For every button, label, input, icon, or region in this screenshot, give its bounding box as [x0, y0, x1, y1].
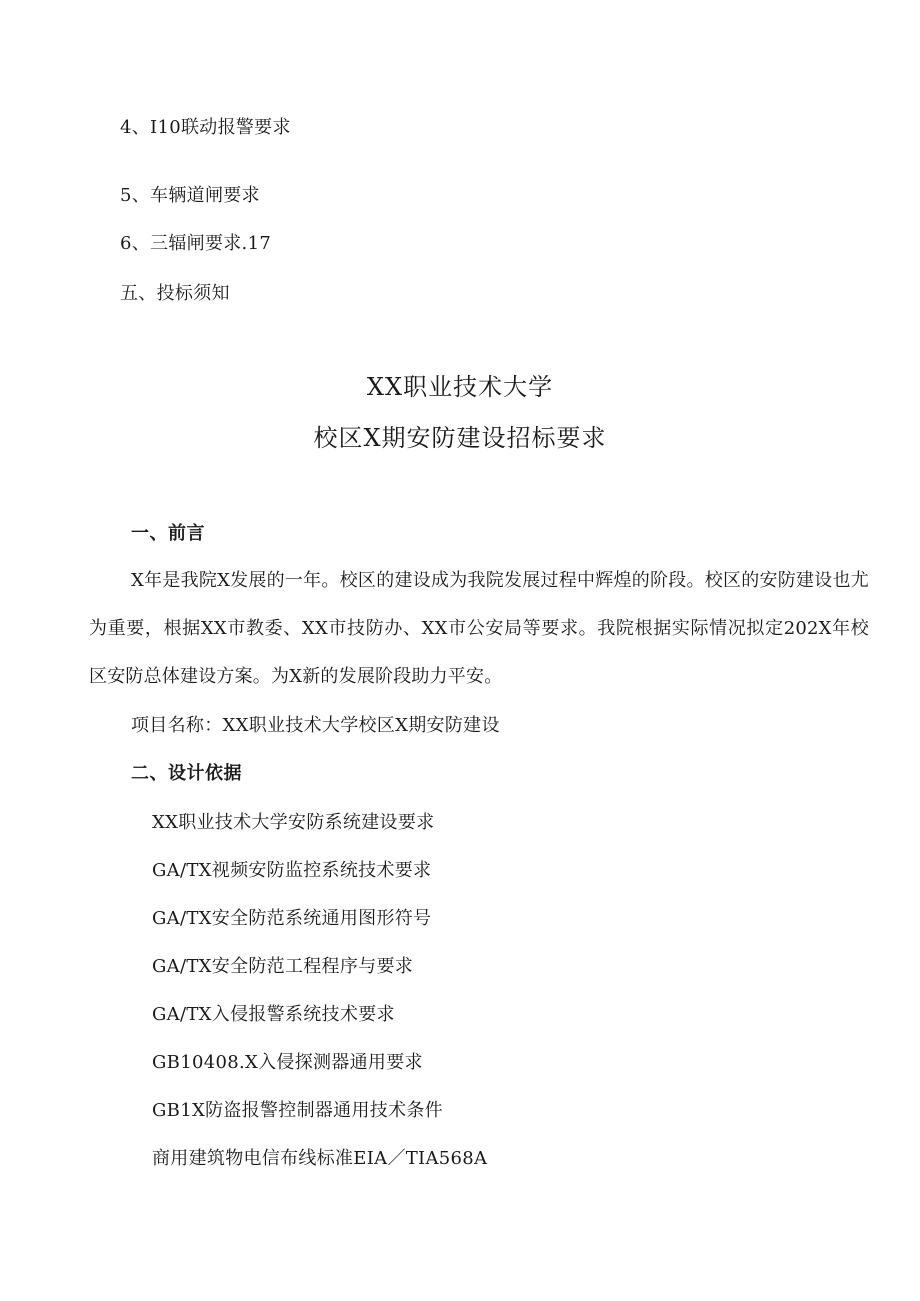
preface-paragraph: X年是我院X发展的一年。校区的建设成为我院发展过程中辉煌的阶段。校区的安防建设也尤为重要，根据XX市教委、XX市技防办、XX市公安局等要求。我院根据实际情况拟定202X年校区安防总体建设方案。为X新的发展阶段助力平安。 [89, 570, 869, 687]
toc-item: 五、投标须知 [120, 283, 230, 304]
toc-item: 5、车辆道闸要求 [120, 185, 260, 206]
design-basis-item: 商用建筑物电信布线标准EIA／TIA568A [152, 1148, 488, 1169]
design-basis-item: GA/TX视频安防监控系统技术要求 [152, 860, 432, 881]
section-heading-preface: 一、前言 [131, 523, 205, 544]
project-name: 项目名称：XX职业技术大学校区X期安防建设 [131, 715, 500, 736]
design-basis-item: GA/TX安全防范工程程序与要求 [152, 956, 414, 977]
document-title-line2: 校区X期安防建设招标要求 [313, 424, 607, 452]
design-basis-item: XX职业技术大学安防系统建设要求 [152, 812, 435, 833]
design-basis-item: GA/TX入侵报警系统技术要求 [152, 1004, 395, 1025]
design-basis-item: GA/TX安全防范系统通用图形符号 [152, 908, 432, 929]
design-basis-item: GB10408.X入侵探测器通用要求 [152, 1052, 423, 1073]
section-heading-design-basis: 二、设计依据 [131, 763, 242, 784]
toc-item: 6、三辐闸要求.17 [120, 233, 272, 254]
toc-item: 4、I10联动报警要求 [120, 117, 291, 138]
document-title-line1: XX职业技术大学 [366, 373, 554, 401]
design-basis-item: GB1X防盗报警控制器通用技术条件 [152, 1100, 443, 1121]
